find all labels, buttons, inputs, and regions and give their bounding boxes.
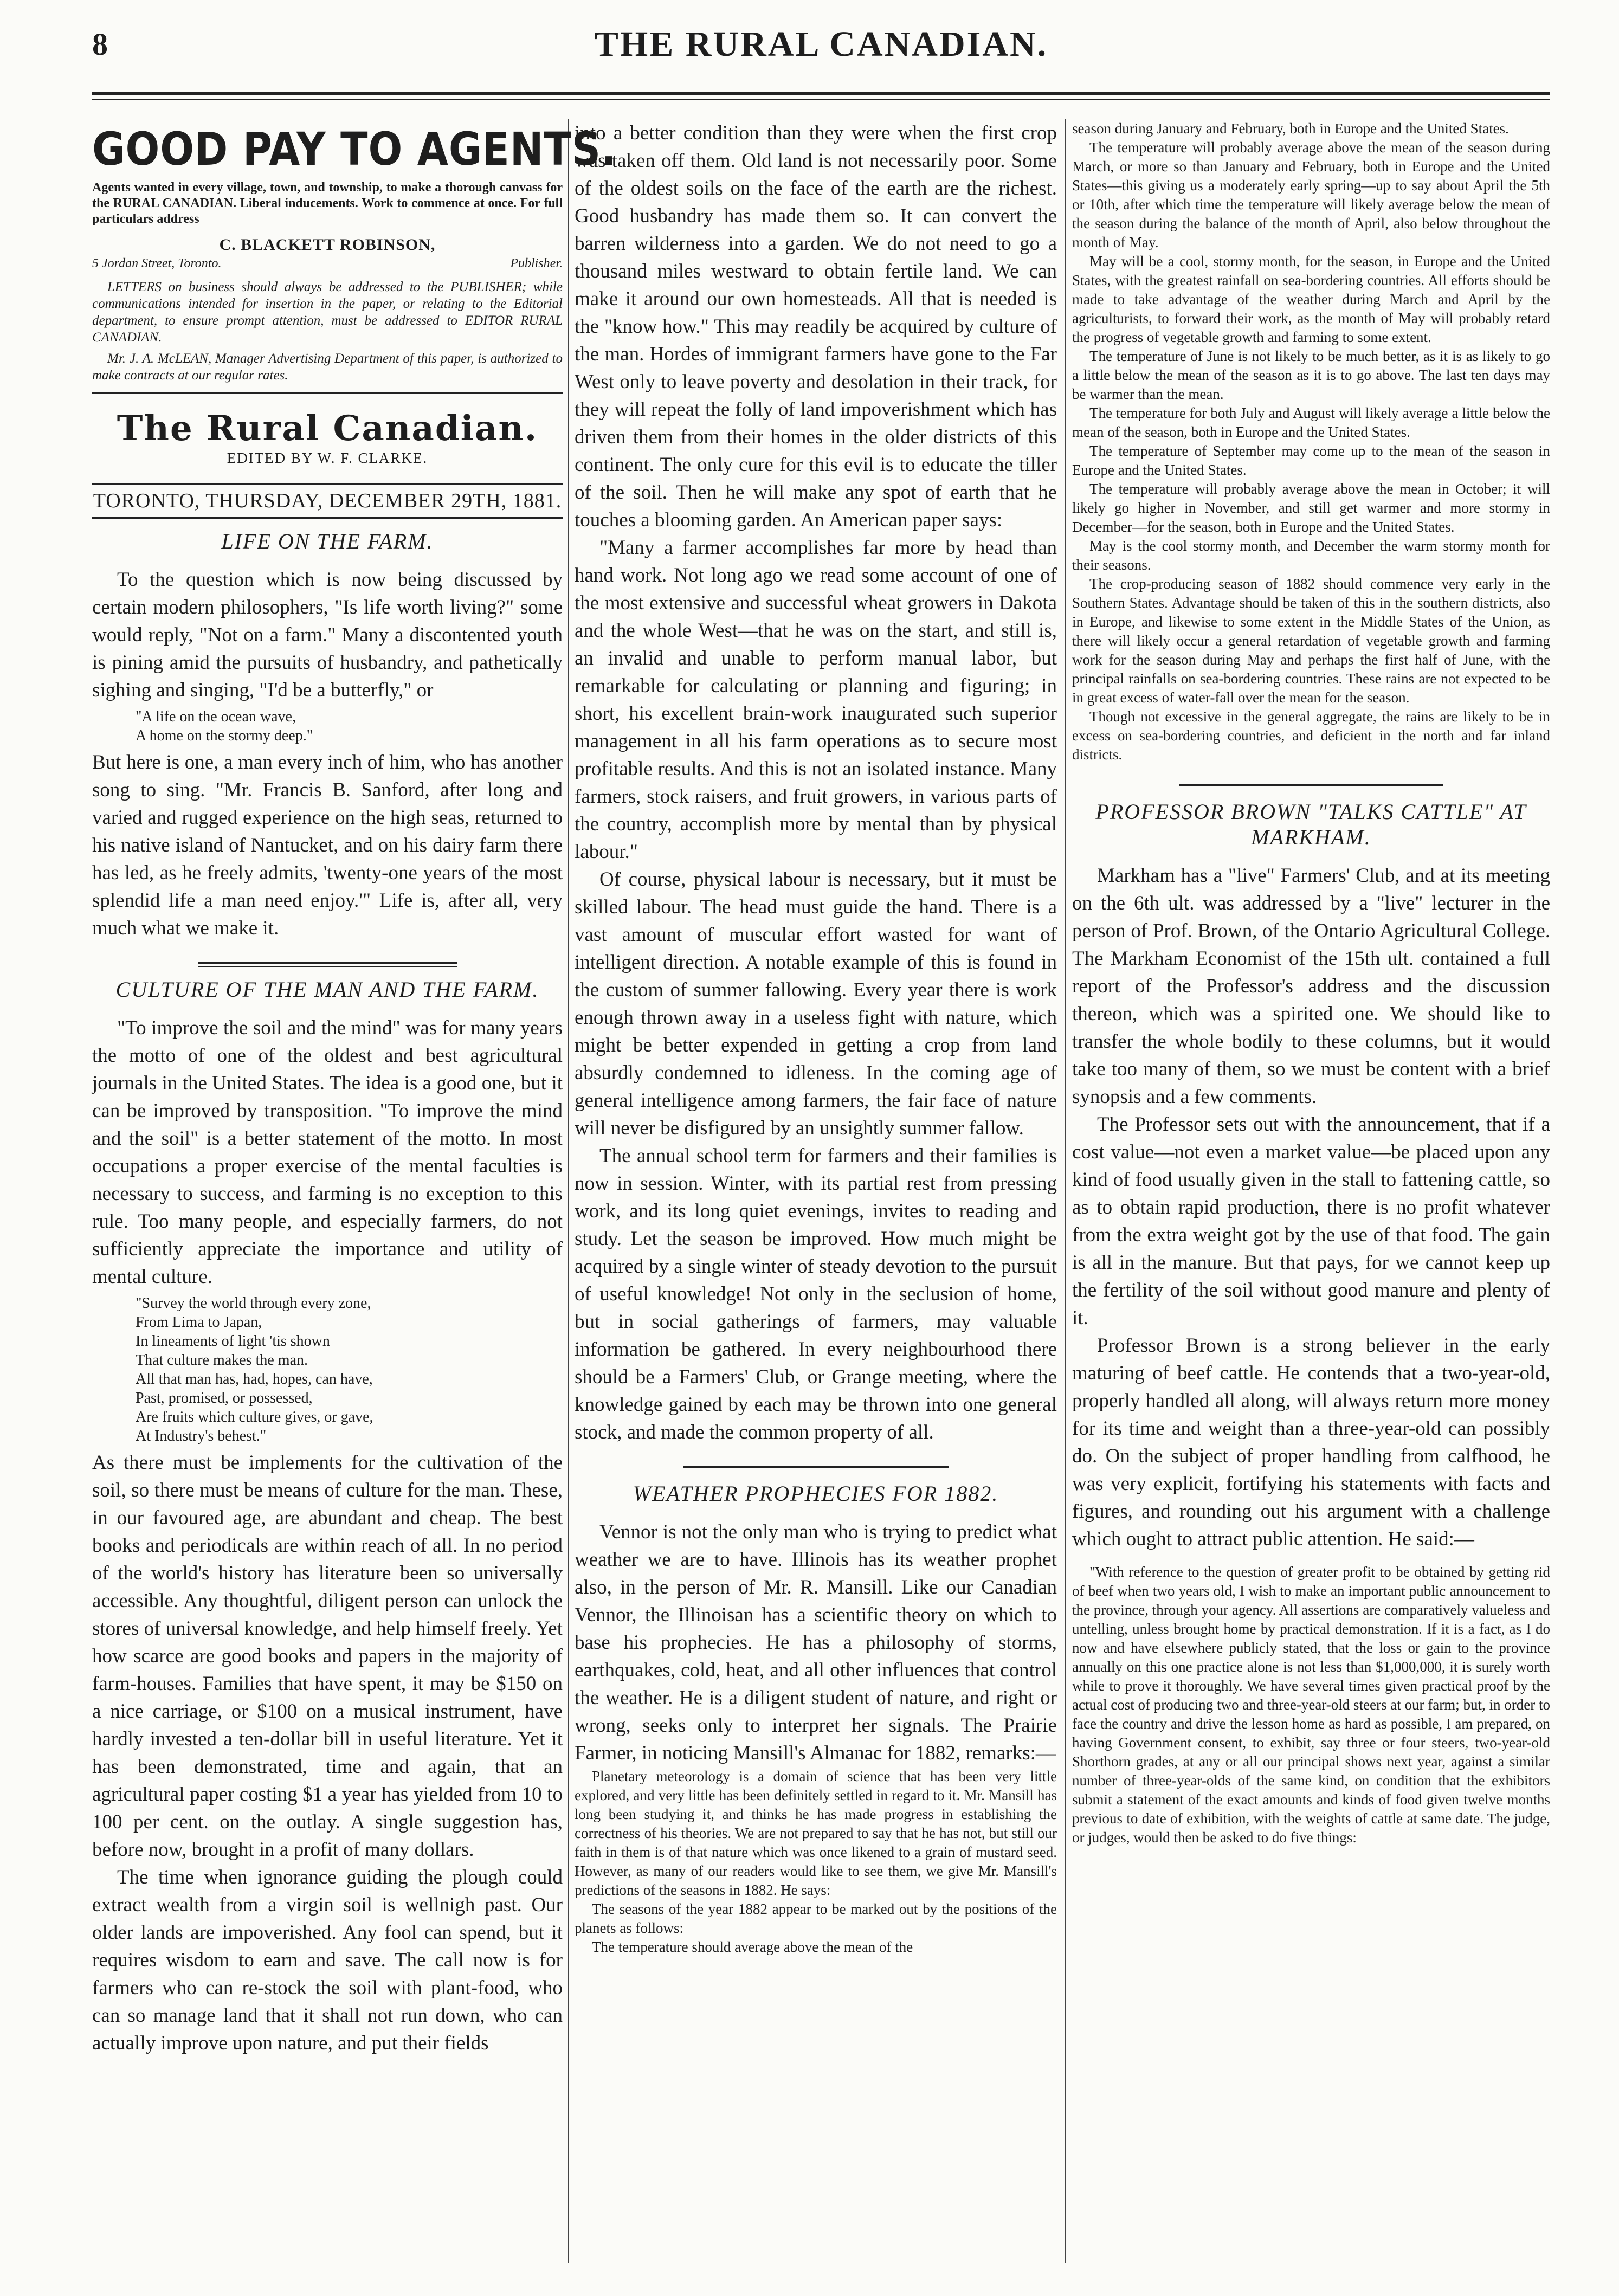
quoted-paragraph: The temperature should average above the mean of the — [592, 1939, 913, 1955]
column-1 — [92, 119, 617, 2274]
header-rule — [92, 92, 1550, 95]
quoted-paragraph: The temperature of September may come up to the mean of the season in Europe and the United States. — [1072, 443, 1550, 478]
section-rule — [1179, 784, 1442, 786]
agents-advert — [92, 122, 617, 394]
running-header — [92, 23, 1550, 88]
paragraph: The time when ignorance guiding the plough could extract wealth from a virgin soil is wellnigh past. Our older lands are impoverished. Any fool can spend, but it requires wisdom to earn and save. The call now is for farmers who can re-stock the soil with plant-food, who can so manage land that it shall not run down, who can actually improve upon nature, and put their fields — [92, 1866, 563, 2054]
quoted-paragraph: The temperature of June is not likely to be much better, as it is as likely to go a little below the mean of the season as it is to go above. The last ten days may be warmer than the mean. — [1072, 348, 1550, 402]
paragraph: Vennor is not the only man who is trying to predict what weather we are to have. Illinois has its weather prophet also, in the person of Mr. R. Mansill. Like our Canadian Vennor, the Illinoisan has a scientific theory on which to base his prophecies. He has a philosophy of storms, earthquakes, cold, heat, and all other influences that control the weather. He is a diligent student of nature, and right or wrong, seeks only to interpret her signals. The Prairie Farmer, in noticing Mansill's Almanac for 1882, remarks:— — [575, 1521, 1057, 1764]
verse-quote: "A life on the ocean wave, A home on the stormy deep." — [136, 708, 313, 744]
masthead-editor: EDITED BY W. F. CLARKE. — [227, 450, 428, 466]
quoted-paragraph: Planetary meteorology is a domain of science that has been very little explored, and very little has been definitely settled in regard to it. Mr. Mansill has long been studying it, and thinks he has made progress in establishing the correctness of his theories. We are not prepared to say that he has not, but still our faith in them is of that nature which was once likened to a grain of mustard seed. However, as many of our readers would like to see them, we give Mr. Mansill's predictions of the seasons in 1882. He says: — [575, 1768, 1057, 1898]
paragraph: To the question which is now being discussed by certain modern philosophers, "Is life worth living?" some would reply, "Not on a farm." Many a discontented youth is pining amid the pursuits of husbandry, and pathetically sighing and singing, "I'd be a butterfly," or — [92, 569, 563, 701]
paragraph: "Many a farmer accomplishes far more by head than hand work. Not long ago we read some account of one of the most extensive and successful wheat growers in Dakota and the whole West—that he was on the start, and still is, an invalid and unable to perform manual labor, but remarkable for calculating or planning and figuring; in short, his excellent brain-work inaugurated such superior management in all his farm operations as to secure most profitable results. And this is not an isolated instance. Many farmers, stock raisers, and fruit growers, in various parts of the country, accomplish more by mental than by physical labour." — [575, 537, 1057, 863]
paragraph: Markham has a "live" Farmers' Club, and at its meeting on the 6th ult. was addressed by a "live" lecturer in the person of Prof. Brown, of the Ontario Agricultural College. The Markham Economist of the 15th ult. contained a full report of the Professor's address and the discussion thereon, which was a spirited one. We should like to transfer the whole bodily to these columns, but it would take too many of them, so we must be content with a brief synopsis and a few comments. — [1072, 865, 1550, 1108]
section-rule-thin — [198, 966, 456, 967]
advert-role: Publisher. — [510, 256, 563, 270]
column-rule — [568, 119, 569, 2263]
dateline: TORONTO, THURSDAY, DECEMBER 29TH, 1881. — [92, 483, 563, 519]
column-3 — [1072, 119, 1550, 2274]
advert-text: Agents wanted in every village, town, and township, to make a thorough canvass for the RURAL CANADIAN. Liberal inducements. Work to commence at once. For full particulars address — [92, 180, 563, 226]
heading-culture-of-the-man: CULTURE OF THE MAN AND THE FARM. — [115, 977, 539, 1002]
paragraph: The annual school term for farmers and their families is now in session. Winter, with its partial rest from pressing work, and its long quiet evenings, invites to reading and study. Let the season be improved. How much might be acquired by a single winter of steady devotion to the pursuit of useful knowledge! Not only in the seclusion of home, but in social gatherings of farmers, may valuable information be gathered. In every neighbourhood there should be a Farmers' Club, or Grange meeting, where the knowledge gained by each may be thrown into one general stock, and made the common property of all. — [575, 1145, 1057, 1443]
heading-professor-brown: PROFESSOR BROWN "TALKS CATTLE" AT MARKHAM. — [1095, 799, 1527, 849]
paragraph: Professor Brown is a strong believer in the early maturing of beef cattle. He contends that a two-year-old, properly handled all along, will always return more money for its time and weight than a three-year-old can possibly do. On the subject of proper handling from calfhood, he was very explicit, fortifying his statements with facts and figures, and rounding out his argument with a challenge which ought to attract public attention. He said:— — [1072, 1334, 1550, 1550]
paragraph: But here is one, a man every inch of him, who has another song to sing. "Mr. Francis B. Sanford, after long and varied and rugged experience on the high seas, returned to his native island of Nantucket, and on his dairy farm there has led, as he freely admits, 'twenty-one years of the most splendid life a man need enjoy.'" Life is, after all, very much what we make it. — [92, 751, 563, 939]
advert-name: C. BLACKETT ROBINSON, — [219, 236, 436, 254]
agent-notice: Mr. J. A. McLEAN, Manager Advertising Department of this paper, is authorized to make contracts at our regular rates. — [92, 351, 563, 383]
quoted-paragraph: The temperature will probably average above the mean of the season during March, or more so than January and February, both in Europe and the United States—this giving us a moderately early spring—up to say about April the 5th or 10th, after which time the temperature will likely average below the mean of the season during the balance of the month of April, also below throughout the month of May. — [1072, 139, 1550, 250]
letters-notice: LETTERS on business should always be addressed to the PUBLISHER; while communications intended for insertion in the paper, or relating to the Editorial department, to ensure prompt attention, must be addressed to EDITOR RURAL CANADIAN. — [92, 280, 563, 345]
paragraph: As there must be implements for the cultivation of the soil, so there must be means of culture for the man. These, in our favoured age, are abundant and cheap. The best books and periodicals are within reach of all. In no period of the world's history has literature been so universally accessible. Any thoughtful, diligent person can unlock the stores of universal knowledge, and help himself freely. Yet how scarce are good books and papers in the majority of farm-houses. Families that have spent, it may be $150 on a nice carriage, or $100 on a musical instrument, have hardly invested a ten-dollar bill in useful literature. Yet it has been demonstrated, time and again, that an agricultural paper costing $1 a year has yielded from 10 to 100 per cent. on the outlay. A single suggestion has, before now, brought in a profit of many dollars. — [92, 1452, 563, 1861]
column-2 — [575, 119, 1057, 2274]
paragraph: "To improve the soil and the mind" was for many years the motto of one of the oldest and best agricultural journals in the United States. The idea is a good one, but it can be improved by transposition. "To improve the mind and the soil" is a better statement of the motto. In most occupations a proper exercise of the mental faculties is necessary to success, and farming is no exception to this rule. Too many people, and especially farmers, do not sufficiently appreciate the importance and utility of mental culture. — [92, 1017, 563, 1288]
paragraph: The Professor sets out with the announcement, that if a cost value—not even a market value—be placed upon any kind of food usually given in the stall to fattening cattle, so as to obtain rapid production, there is no profit whatever from the extra weight got by the use of that food. The gain is all in the manure. But that pays, for we cannot keep up the fertility of the soil without good manure and plenty of it. — [1072, 1113, 1550, 1329]
paragraph: into a better condition than they were when the first crop was taken off them. Old land is not necessarily poor. Some of the oldest soils on the face of the earth are the richest. Good husbandry has made them so. It can convert the barren wilderness into a garden. We do not need to go a thousand miles westward to obtain fertile land. We can make it around our own homesteads. All that is needed is the "know how." This may readily be acquired by culture of the man. Hordes of immigrant farmers have gone to the Far West only to leave poverty and desolation in their track, for they will repeat the folly of land impoverishment which has driven them from their homes in the older districts of this continent. The only cure for this evil is to educate the tiller of the soil. Then he will make any spot of earth that he touches a blooming garden. An American paper says: — [575, 122, 1057, 531]
quoted-paragraph: Though not excessive in the general aggregate, the rains are likely to be in excess on sea-bordering countries, and deficient in the north and far inland districts. — [1072, 708, 1550, 763]
verse-quote: "Survey the world through every zone, From Lima to Japan, In lineaments of light 'tis shown That culture makes the man. All that man has, had, hopes, can have, Past, promised, or possessed, Are fruits which culture gives, or gave, At Industry's behest." — [136, 1295, 373, 1444]
column-rule — [1065, 119, 1066, 2263]
header-rule-thin — [92, 99, 1550, 100]
quoted-paragraph: May will be a cool, stormy month, for the season, in Europe and the United States, with the greatest rainfall on sea-bordering countries. All efforts should be made to take advantage of the weather during March and April by the agriculturists, to forward their work, as the month of May will probably retard the progress of vegetable growth and farming to some extent. — [1072, 253, 1550, 345]
quoted-paragraph: season during January and February, both in Europe and the United States. — [1072, 120, 1509, 137]
quoted-paragraph: The crop-producing season of 1882 should commence very early in the Southern States. Advantage should be taken of this in the southern districts, also in Europe, and likewise to some extent in the Middle States of the Union, as there will likely occur a general retardation of vegetable growth and farming work for the season during May and perhaps the first half of June, with the principal rainfalls on sea-bordering countries. These rains are not expected to be in great excess of water-fall over the mean for the season. — [1072, 576, 1550, 706]
quoted-paragraph: May is the cool stormy month, and December the warm stormy month for their seasons. — [1072, 538, 1550, 573]
quoted-paragraph: The temperature for both July and August will likely average a little below the mean of the season, both in Europe and the United States. — [1072, 405, 1550, 440]
quoted-paragraph: "With reference to the question of greater profit to be obtained by getting rid of beef when two years old, I wish to make an important public announcement to the province, through your agency. All assertions are comparatively valueless and untelling, unless brought home by practical demonstration. If it is a fact, as I do now and have elsewhere publicly stated, that the loss or gain to the province annually on this one practice alone is not less than $1,000,000, it is surely worth while to prove it thoroughly. We have several times given practical proof by the actual cost of producing two and three-year-old steers at our farm; but, in order to face the country and drive the lesson home as hard as possible, I am prepared, on having Government consent, to exhibit, say three or four steers, two-year-old Shorthorn grades, at any or all our principal shows next year, against a similar number of three-year-olds of the same kind, on condition that the exhibitors submit a statement of the exact amounts and kinds of food given twelve months previous to date of exhibition, with the weights of cattle at same date. The judge, or judges, would then be asked to do five things: — [1072, 1564, 1550, 1846]
quoted-paragraph: The temperature will probably average above the mean in October; it will likely go higher in November, and still get warmer and more stormy in December—for the season, both in Europe and the United States. — [1072, 481, 1550, 535]
masthead-title: The Rural Canadian. — [117, 408, 538, 449]
section-rule — [198, 962, 456, 964]
advert-title: GOOD PAY TO AGENTS. — [92, 122, 617, 176]
advert-address: 5 Jordan Street, Toronto. — [92, 256, 222, 270]
heading-life-on-the-farm: LIFE ON THE FARM. — [221, 529, 434, 553]
section-rule — [683, 1466, 949, 1468]
advert-address-line — [92, 256, 563, 271]
heading-weather-prophecies: WEATHER PROPHECIES FOR 1882. — [633, 1481, 999, 1506]
paper-name: THE RURAL CANADIAN. — [594, 24, 1048, 64]
page-number: 8 — [92, 27, 108, 62]
quoted-paragraph: The seasons of the year 1882 appear to be marked out by the positions of the planets as follows: — [575, 1901, 1057, 1936]
paragraph: Of course, physical labour is necessary, but it must be skilled labour. The head must guide the hand. There is a vast amount of muscular effort wasted for want of intelligent direction. A notable example of this is found in the custom of summer fallowing. Every year there is work enough thrown away in a useless fight with nature, which might be better expended in getting a crop from land absurdly condemned to idleness. In the coming age of general intelligence among farmers, the fair face of nature will never be disfigured by an unsightly summer fallow. — [575, 868, 1057, 1139]
